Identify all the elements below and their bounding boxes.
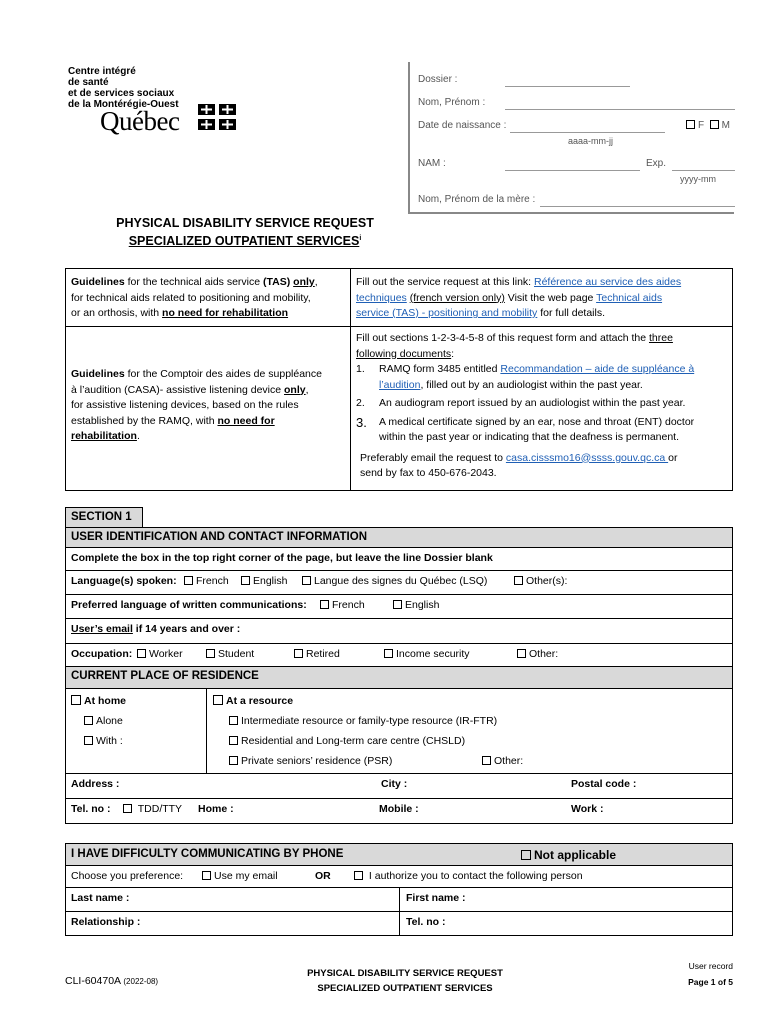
alone-checkbox[interactable] <box>84 716 93 725</box>
psr-checkbox[interactable] <box>229 756 238 765</box>
organization-name: Centre intégré de santé et de services sociaux de la Montérégie-Ouest <box>68 66 179 110</box>
tas-referral-link-cont[interactable]: techniques <box>356 291 407 304</box>
tas-referral-link[interactable]: Référence au service des aides <box>534 276 682 288</box>
birthdate-field[interactable] <box>510 132 665 133</box>
tas-guidelines: Guidelines for the technical aids service (TAS) only, for technical aids related to positioning and mobility, or an orthosis, with no need for rehabilitation <box>71 276 318 319</box>
nam-label: NAM : <box>418 158 446 169</box>
home-phone-field[interactable]: Home : <box>198 803 234 815</box>
dossier-field[interactable] <box>505 86 630 87</box>
ramq-form-link-cont[interactable]: l’audition <box>379 378 421 391</box>
work-phone-field[interactable]: Work : <box>571 803 604 815</box>
telephone-row: Tel. no : TDD/TTY Home : Mobile : Work : <box>65 799 733 824</box>
occ-other-checkbox[interactable] <box>517 649 526 658</box>
mobile-phone-field[interactable]: Mobile : <box>379 803 419 815</box>
patient-id-box <box>408 62 734 214</box>
casa-doc-1: 1. RAMQ form 3485 entitled Recommandation – aide de suppléance à l’audition, filled out by an audiologist within the past year. <box>356 363 695 391</box>
chsld-checkbox[interactable] <box>229 736 238 745</box>
form-code: CLI-60470A (2022-08) <box>65 975 159 987</box>
mother-name-label: Nom, Prénom de la mère : <box>418 194 536 205</box>
casa-doc-2: 2. An audiogram report issued by an audiologist within the past year. <box>356 397 686 409</box>
casa-guidelines: Guidelines for the Comptoir des aides de suppléance à l’audition (CASA)- assistive listening device only, for assistive listening devices, based on the rules established by the RAMQ, with no need for rehabilitation. <box>71 368 322 442</box>
authorize-contact-checkbox[interactable] <box>354 871 363 880</box>
occ-worker-checkbox[interactable] <box>137 649 146 658</box>
sex-m-checkbox[interactable] <box>710 120 719 129</box>
preferred-language-row: Preferred language of written communications: French English <box>65 595 733 619</box>
birthdate-format: aaaa-mm-jj <box>568 136 614 146</box>
complete-box-instruction: Complete the box in the top right corner of the page, but leave the line Dossier blank <box>65 548 733 571</box>
occ-retired-checkbox[interactable] <box>294 649 303 658</box>
birthdate-label: Date de naissance : <box>418 120 507 131</box>
contact-relationship-field[interactable]: Relationship : <box>71 916 141 928</box>
tas-webpage-link[interactable]: Technical aids <box>596 291 663 304</box>
section-1-tab: SECTION 1 <box>65 507 143 527</box>
languages-row: Language(s) spoken: French English Langue des signes du Québec (LSQ) Other(s): <box>65 571 733 595</box>
pref-english-checkbox[interactable] <box>393 600 402 609</box>
phone-preference-row: Choose you preference: Use my email OR I authorize you to contact the following person <box>65 866 733 888</box>
casa-doc-3: 3. A medical certificate signed by an ear, nose and throat (ENT) doctor within the past year or indicating that the deafness is permanent. <box>356 414 695 443</box>
with-checkbox[interactable] <box>84 736 93 745</box>
ir-ftr-checkbox[interactable] <box>229 716 238 725</box>
address-row[interactable]: Address : City : Postal code : <box>65 774 733 799</box>
name-label: Nom, Prénom : <box>418 97 486 108</box>
contact-first-name-field[interactable]: First name : <box>406 892 466 904</box>
residence-header: CURRENT PLACE OF RESIDENCE <box>65 667 733 689</box>
residence-block: At home Alone With : At a resource Intermediate resource or family-type resource (IR-FTR) Residential and Long-term care centre (CHSLD) Private seniors’ residence (PSR) Other: <box>65 689 733 774</box>
form-subtitle: SPECIALIZED OUTPATIENT SERVICES$^i$ <box>128 234 362 248</box>
pref-french-checkbox[interactable] <box>320 600 329 609</box>
phone-difficulty-header: I HAVE DIFFICULTY COMMUNICATING BY PHONE Not applicable <box>65 843 733 866</box>
casa-instructions: Fill out sections 1-2-3-4-5-8 of this request form and attach the three following documents: 1. RAMQ form 3485 entitled Recommandation – aide de suppléance à l’audition, filled out by an audiologist within the past year. 2. An audiogram report issued by an audiologist within the past year. 3. A medical certificate signed by an ear, nose and throat (ENT) doctor within the past year or indicating that the deafness is permanent. Preferably email the request to casa.cisssmo16@ssss.gouv.qc.ca or send by fax to 450-676-2043. <box>356 331 728 482</box>
nam-field[interactable] <box>505 170 640 171</box>
section-1-header: USER IDENTIFICATION AND CONTACT INFORMATION <box>65 527 733 548</box>
occ-income-security-checkbox[interactable] <box>384 649 393 658</box>
mother-name-field[interactable] <box>540 206 735 207</box>
lang-french-checkbox[interactable] <box>184 576 193 585</box>
casa-send-instructions: Preferably email the request to casa.cisssmo16@ssss.gouv.qc.ca or send by fax to 450-676-2043. <box>360 451 678 479</box>
footer-title: PHYSICAL DISABILITY SERVICE REQUEST SPECIALIZED OUTPATIENT SERVICES <box>307 968 503 994</box>
lang-english-checkbox[interactable] <box>241 576 250 585</box>
dossier-label: Dossier : <box>418 74 458 85</box>
tdd-tty-checkbox[interactable] <box>123 804 132 813</box>
contact-relationship-row <box>65 912 733 936</box>
quebec-flag-icon <box>198 104 236 130</box>
contact-phone-field[interactable]: Tel. no : <box>406 916 446 928</box>
at-home-checkbox[interactable] <box>71 695 81 705</box>
footer-page-info: User record Page 1 of 5 <box>640 958 733 990</box>
lang-lsq-checkbox[interactable] <box>302 576 311 585</box>
exp-label: Exp. <box>646 158 667 169</box>
use-email-checkbox[interactable] <box>202 871 211 880</box>
page-number: Page 1 of 5 <box>688 977 733 987</box>
sex-f-checkbox[interactable] <box>686 120 695 129</box>
contact-last-name-field[interactable]: Last name : <box>71 892 130 904</box>
exp-field[interactable] <box>672 170 735 171</box>
casa-email-link[interactable]: casa.cisssmo16@ssss.gouv.qc.ca <box>505 451 669 464</box>
resource-other-checkbox[interactable] <box>482 756 491 765</box>
form-title: PHYSICAL DISABILITY SERVICE REQUEST <box>116 216 374 230</box>
exp-format: yyyy-mm <box>680 174 716 184</box>
at-resource-checkbox[interactable] <box>213 695 223 705</box>
quebec-wordmark: Québec <box>100 106 180 136</box>
tas-instructions: Fill out the service request at this link: Référence au service des aides techniques (french version only) Visit the web page Technical aids service (TAS) - positioning and mobility for full details. <box>356 276 682 319</box>
name-field[interactable] <box>505 109 735 110</box>
tas-webpage-link-cont[interactable]: service (TAS) - positioning and mobility <box>356 307 538 319</box>
guidelines-table <box>65 268 733 491</box>
sex-options: F M <box>686 120 730 131</box>
email-row[interactable]: User’s email if 14 years and over : <box>65 619 733 644</box>
occ-student-checkbox[interactable] <box>206 649 215 658</box>
ramq-form-link[interactable]: Recommandation – aide de suppléance à <box>500 363 695 375</box>
lang-other-checkbox[interactable] <box>514 576 523 585</box>
occupation-row: Occupation: Worker Student Retired Income security Other: <box>65 644 733 667</box>
not-applicable-checkbox[interactable] <box>521 850 531 860</box>
contact-name-row <box>65 888 733 912</box>
